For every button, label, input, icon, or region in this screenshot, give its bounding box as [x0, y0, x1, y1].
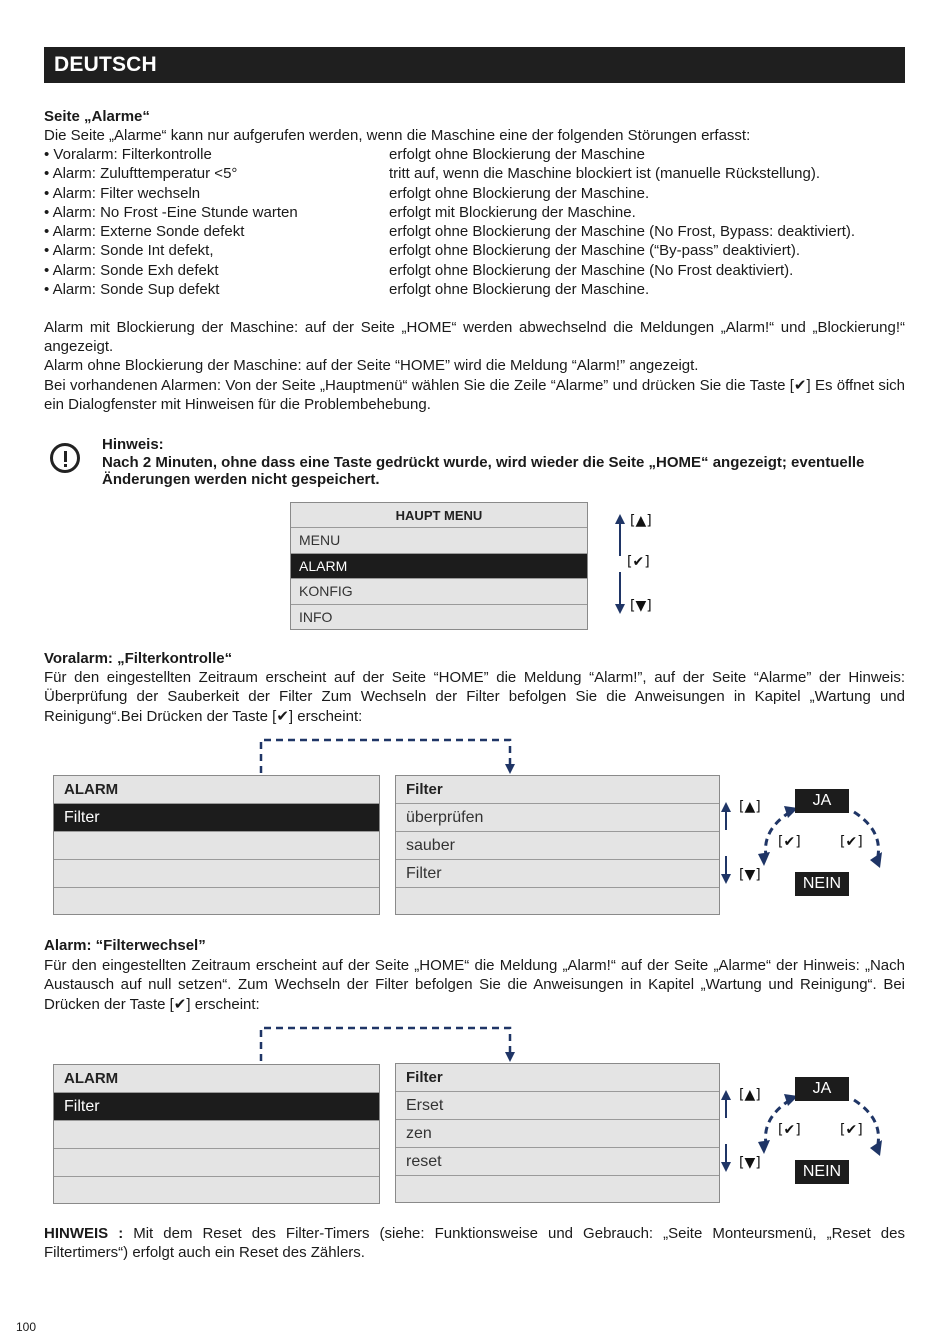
alarm-name: • Voralarm: Filterkontrolle	[44, 146, 212, 163]
detail-screen-title: Filter	[396, 1064, 719, 1092]
main-menu-screen	[290, 502, 588, 630]
key-up[interactable]: [▲]	[739, 799, 761, 815]
detail-screen-row	[396, 1176, 719, 1204]
dashed-flow-arrow	[250, 735, 522, 777]
no-option[interactable]: NEIN	[795, 1160, 849, 1184]
menu-title: HAUPT MENU	[291, 503, 587, 528]
up-down-arrow-icon	[718, 1088, 734, 1174]
filter-detail-screen	[395, 775, 720, 915]
detail-screen-row: sauber	[396, 832, 719, 860]
dashed-flow-arrow	[250, 1023, 522, 1065]
alarm-name: • Alarm: Sonde Int defekt,	[44, 242, 214, 260]
alarm-screen-row	[54, 1149, 379, 1177]
alarm-list	[44, 145, 905, 299]
menu-item-konfig[interactable]: KONFIG	[291, 579, 587, 605]
footer-note-label: HINWEIS :	[44, 1225, 124, 1242]
alarm-name: • Alarm: Externe Sonde defekt	[44, 223, 245, 241]
alarm-name: • Alarm: Filter wechseln	[44, 184, 201, 202]
menu-item-menu[interactable]: MENU	[291, 528, 587, 554]
key-down[interactable]: [▼]	[630, 598, 652, 614]
detail-screen-row	[396, 888, 719, 916]
alarm-name: • Alarm: No Frost -Eine Stunde warten	[44, 203, 298, 221]
alarm-screen-row	[54, 1121, 379, 1149]
key-up[interactable]: [▲]	[630, 513, 652, 529]
key-down[interactable]: [▼]	[739, 867, 761, 883]
detail-screen-row: überprüfen	[396, 804, 719, 832]
warning-icon	[50, 443, 80, 473]
alarm-screen-row	[54, 832, 379, 860]
alarm-item	[44, 261, 905, 280]
alarm-screen-title: ALARM	[54, 776, 379, 804]
alarm-item	[44, 203, 905, 222]
key-ok-left[interactable]: [✔]	[778, 834, 801, 850]
key-ok-right[interactable]: [✔]	[840, 834, 863, 850]
alarm-effect: erfolgt ohne Blockierung der Maschine (No Frost deaktiviert).	[389, 261, 794, 279]
alarm-effect: erfolgt mit Blockierung der Maschine.	[389, 203, 636, 221]
up-down-arrow-icon	[718, 800, 734, 886]
alarm-screen-row[interactable]: Filter	[54, 804, 379, 832]
yes-option[interactable]: JA	[795, 789, 849, 813]
alarm-screen-row	[54, 1177, 379, 1205]
alarm-screen	[53, 775, 380, 915]
note-block	[102, 436, 882, 489]
page-number: 100	[16, 1320, 37, 1334]
alarm-screen-row	[54, 888, 379, 916]
alarm-effect: erfolgt ohne Blockierung der Maschine (“By-pass” deaktiviert).	[389, 242, 801, 260]
detail-screen-row: zen	[396, 1120, 719, 1148]
note-text: Nach 2 Minuten, ohne dass eine Taste gedrückt wurde, wird wieder die Seite „HOME“ angezeigt; eventuelle Änderungen werden nicht gespeichert.	[102, 453, 865, 488]
alarm-item	[44, 145, 905, 164]
menu-item-info[interactable]: INFO	[299, 609, 333, 626]
footer-note-text: Mit dem Reset des Filter-Timers (siehe: Funktionsweise und Gebrauch: „Seite Monteursmenü, „Reset des Filtertimers“) erfolgt auch ein Reset des Zählers.	[44, 1225, 905, 1262]
menu-item-alarm[interactable]: ALARM	[291, 554, 587, 580]
alarm-item	[44, 164, 905, 183]
detail-screen-row: reset	[396, 1148, 719, 1176]
alarm-name: • Alarm: Zulufttemperatur <5°	[44, 165, 238, 183]
detail-screen-row: Filter	[396, 860, 719, 888]
alarm-item	[44, 222, 905, 241]
alarm-screen-row	[54, 860, 379, 888]
filter-detail-screen	[395, 1063, 720, 1203]
prealarm-text: Für den eingestellten Zeitraum erscheint auf der Seite “HOME” die Meldung “Alarm!”, auf der Seite “Alarme” der Hinweis: Überprüfung der Sauberkeit der Filter Zum Wechseln der Filter befolgen Sie die Anweisungen in Kapitel „Wartung und Reinigung“.Bei Drücken der Taste [✔] erscheint:	[44, 669, 905, 725]
section-heading-prealarm: Voralarm: „Filterkontrolle“	[44, 650, 233, 667]
alarm-name: • Alarm: Sonde Exh defekt	[44, 261, 219, 279]
alarm-name: • Alarm: Sonde Sup defekt	[44, 281, 220, 299]
detail-screen-row: Erset	[396, 1092, 719, 1120]
alarm-effect: tritt auf, wenn die Maschine blockiert ist (manuelle Rückstellung).	[389, 165, 821, 183]
alarm-item	[44, 280, 905, 299]
key-ok-right[interactable]: [✔]	[840, 1122, 863, 1138]
alarm-screen	[53, 1064, 380, 1204]
yes-option[interactable]: JA	[795, 1077, 849, 1101]
paragraph-existing-alarms: Bei vorhandenen Alarmen: Von der Seite „Hauptmenü“ wählen Sie die Zeile “Alarme” und drücken Sie die Taste [✔] Es öffnet sich ein Dialogfenster mit Hinweisen für die Problembehebung.	[44, 377, 905, 414]
note-title: Hinweis:	[102, 436, 164, 453]
key-down[interactable]: [▼]	[739, 1155, 761, 1171]
alarm-effect: erfolgt ohne Blockierung der Maschine.	[389, 281, 650, 299]
paragraph-no-blocking: Alarm ohne Blockierung der Maschine: auf der Seite “HOME” wird die Meldung “Alarm!” angezeigt.	[44, 357, 699, 374]
language-header: DEUTSCH	[44, 47, 905, 83]
alarm-effect: erfolgt ohne Blockierung der Maschine.	[389, 184, 650, 202]
paragraph-blocking: Alarm mit Blockierung der Maschine: auf der Seite „HOME“ werden abwechselnd die Meldungen „Alarm!“ und „Blockierung!“ angezeigt.	[44, 319, 905, 356]
section-heading-alarme: Seite „Alarme“	[44, 108, 150, 125]
no-option[interactable]: NEIN	[795, 872, 849, 896]
section-heading-filterchange: Alarm: “Filterwechsel”	[44, 937, 206, 954]
key-ok[interactable]: [✔]	[627, 554, 650, 570]
up-down-arrow-icon	[612, 512, 628, 616]
alarm-item	[44, 184, 905, 203]
key-ok-left[interactable]: [✔]	[778, 1122, 801, 1138]
alarm-intro: Die Seite „Alarme“ kann nur aufgerufen werden, wenn die Maschine eine der folgenden Störungen erfasst:	[44, 127, 751, 144]
alarm-effect: erfolgt ohne Blockierung der Maschine	[389, 146, 645, 163]
footer-note	[44, 1224, 905, 1263]
alarm-screen-title: ALARM	[54, 1065, 379, 1093]
filterchange-text: Für den eingestellten Zeitraum erscheint auf der Seite „HOME“ die Meldung „Alarm!“ auf der Seite „Alarme“ der Hinweis: „Nach Austausch auf null setzen“. Zum Wechseln der Filter befolgen Sie die Anweisungen in Kapitel „Wartung und Reinigung“. Bei Drücken der Taste [✔] erscheint:	[44, 957, 905, 1013]
key-up[interactable]: [▲]	[739, 1087, 761, 1103]
detail-screen-title: Filter	[396, 776, 719, 804]
alarm-screen-row[interactable]: Filter	[54, 1093, 379, 1121]
alarm-effect: erfolgt ohne Blockierung der Maschine (No Frost, Bypass: deaktiviert).	[389, 223, 856, 241]
alarm-item	[44, 241, 905, 260]
